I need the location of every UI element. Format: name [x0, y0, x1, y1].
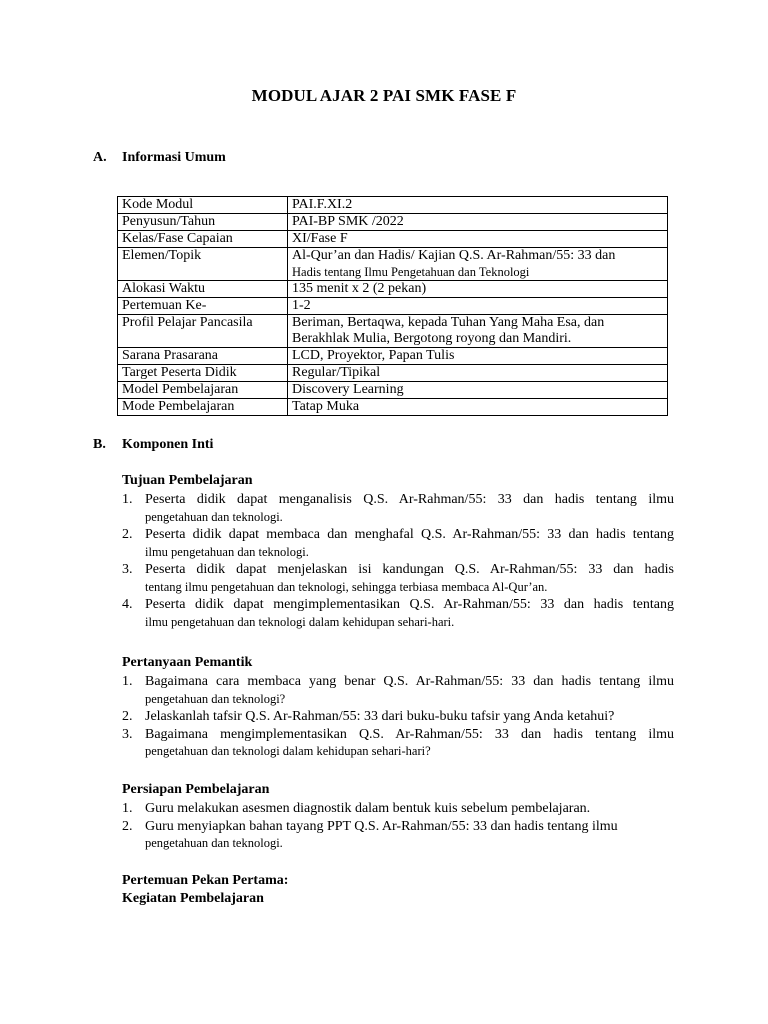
section-a-letter: A. [93, 150, 107, 165]
table-key: Target Peserta Didik [118, 365, 288, 382]
list-number: 2. [122, 818, 133, 834]
section-b-letter: B. [93, 437, 106, 452]
list-text-cont: ilmu pengetahuan dan teknologi. [145, 544, 309, 559]
table-value: LCD, Proyektor, Papan Tulis [288, 348, 668, 365]
list-item [122, 800, 674, 818]
table-value-line: Al-Qur’an dan Hadis/ Kajian Q.S. Ar-Rahman/55: 33 dan [292, 248, 616, 263]
list-item [122, 818, 674, 853]
pertanyaan-heading: Pertanyaan Pemantik [122, 655, 253, 670]
table-row [118, 315, 668, 348]
list-item [122, 726, 674, 761]
table-row [118, 214, 668, 231]
table-key: Mode Pembelajaran [118, 399, 288, 416]
list-number: 3. [122, 562, 133, 577]
list-text-cont: pengetahuan dan teknologi. [145, 509, 283, 524]
list-item [122, 561, 674, 596]
table-value: Regular/Tipikal [288, 365, 668, 382]
list-text: Peserta didik dapat membaca dan menghafal Q.S. Ar-Rahman/55: 33 dan hadis tentang [145, 527, 674, 542]
table-key: Profil Pelajar Pancasila [118, 315, 288, 348]
table-key: Pertemuan Ke- [118, 298, 288, 315]
table-row [118, 281, 668, 298]
tujuan-heading: Tujuan Pembelajaran [122, 473, 253, 488]
table-value: PAI-BP SMK /2022 [288, 214, 668, 231]
persiapan-heading: Persiapan Pembelajaran [122, 782, 270, 797]
table-key: Kode Modul [118, 197, 288, 214]
table-row [118, 231, 668, 248]
list-text: Guru melakukan asesmen diagnostik dalam bentuk kuis sebelum pembelajaran. [145, 801, 591, 816]
table-value: 135 menit x 2 (2 pekan) [288, 281, 668, 298]
list-number: 2. [122, 709, 133, 724]
table-key: Penyusun/Tahun [118, 214, 288, 231]
persiapan-list [122, 800, 674, 853]
table-value: XI/Fase F [288, 231, 668, 248]
table-value: PAI.F.XI.2 [288, 197, 668, 214]
list-item [122, 526, 674, 561]
table-value-line: Hadis tentang Ilmu Pengetahuan dan Teknologi [292, 265, 530, 279]
list-text: Guru menyiapkan bahan tayang PPT Q.S. Ar-Rahman/55: 33 dan hadis tentang ilmu [145, 818, 618, 834]
tujuan-list [122, 491, 674, 631]
kegiatan-heading: Kegiatan Pembelajaran [122, 891, 264, 906]
table-key: Sarana Prasarana [118, 348, 288, 365]
list-text: Peserta didik dapat menjelaskan isi kandungan Q.S. Ar-Rahman/55: 33 dan hadis [145, 562, 674, 577]
list-item [122, 708, 674, 726]
table-key: Model Pembelajaran [118, 382, 288, 399]
table-key: Kelas/Fase Capaian [118, 231, 288, 248]
list-text-cont: pengetahuan dan teknologi? [145, 691, 286, 706]
table-value [288, 315, 668, 348]
list-text-cont: tentang ilmu pengetahuan dan teknologi, sehingga terbiasa membaca Al-Qur’an. [145, 579, 548, 594]
list-text-cont: pengetahuan dan teknologi dalam kehidupan sehari-hari? [145, 744, 431, 758]
list-text: Bagaimana mengimplementasikan Q.S. Ar-Rahman/55: 33 dan hadis tentang ilmu [145, 726, 674, 742]
list-text: Peserta didik dapat menganalisis Q.S. Ar-Rahman/55: 33 dan hadis tentang ilmu [145, 492, 674, 507]
list-item [122, 491, 674, 526]
list-text: Peserta didik dapat mengimplementasikan Q.S. Ar-Rahman/55: 33 dan hadis tentang [145, 597, 674, 612]
table-value-line: Beriman, Bertaqwa, kepada Tuhan Yang Maha Esa, dan [292, 315, 605, 330]
table-key: Elemen/Topik [118, 248, 288, 281]
table-row [118, 197, 668, 214]
table-row [118, 248, 668, 281]
list-item [122, 596, 674, 631]
pertemuan-heading: Pertemuan Pekan Pertama: [122, 873, 289, 888]
table-value-line: Berakhlak Mulia, Bergotong royong dan Mandiri. [292, 331, 572, 346]
table-value: Discovery Learning [288, 382, 668, 399]
table-row [118, 298, 668, 315]
table-value: 1-2 [288, 298, 668, 315]
table-key: Alokasi Waktu [118, 281, 288, 298]
list-number: 2. [122, 527, 133, 542]
table-row [118, 348, 668, 365]
section-b-title: Komponen Inti [122, 437, 214, 452]
table-row [118, 399, 668, 416]
table-value: Tatap Muka [288, 399, 668, 416]
list-number: 1. [122, 674, 133, 689]
list-text-cont: pengetahuan dan teknologi. [145, 836, 283, 850]
table-row [118, 365, 668, 382]
list-text: Bagaimana cara membaca yang benar Q.S. Ar-Rahman/55: 33 dan hadis tentang ilmu [145, 674, 674, 689]
info-table [117, 196, 668, 416]
list-number: 3. [122, 726, 133, 742]
table-row [118, 382, 668, 399]
table-value [288, 248, 668, 281]
pertanyaan-list [122, 673, 674, 761]
section-a-title: Informasi Umum [122, 150, 226, 165]
list-item [122, 673, 674, 708]
document-title: MODUL AJAR 2 PAI SMK FASE F [251, 86, 517, 105]
list-number: 1. [122, 801, 133, 816]
list-text-cont: ilmu pengetahuan dan teknologi dalam kehidupan sehari-hari. [145, 614, 455, 629]
list-number: 1. [122, 492, 133, 507]
list-number: 4. [122, 597, 133, 612]
list-text: Jelaskanlah tafsir Q.S. Ar-Rahman/55: 33 dari buku-buku tafsir yang Anda ketahui? [145, 709, 615, 724]
